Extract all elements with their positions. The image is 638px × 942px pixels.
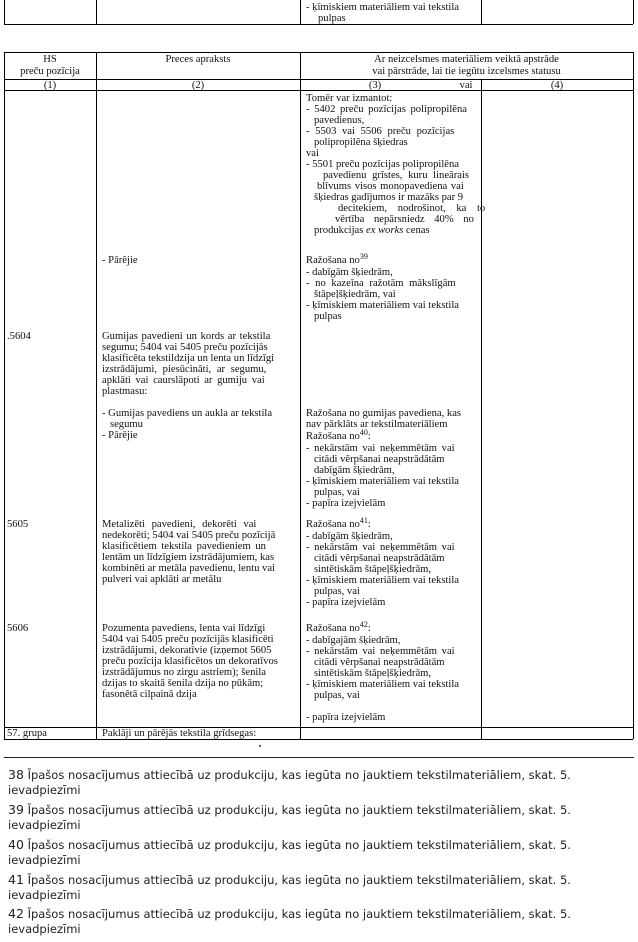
footnote-separator (4, 757, 634, 758)
header-hs-code: HS preču pozīcija (20, 54, 80, 77)
row-57-description: Paklāji un pārējās tekstila grīdsegas: (102, 728, 257, 739)
footnote-42: 42 Īpašos nosacījumus attiecībā uz produkciju, kas iegūta no jauktiem tekstilmateriāliem, skat. 5. ievadpiezīmi (8, 906, 571, 936)
header-num-4: (4) (550, 80, 564, 91)
main-table: HS preču pozīcija Preces apraksts Ar neizcelsmes materiāliem veiktā apstrāde vai pārstrāde, lai tie iegūtu izcelsmes statusu (1) (2) (3) vai (4) Tomēr var izmantot: - 5402 preču pozīcijas polipropilēna pavedienus, - 5503 vai 5506 preču pozīcijas polipropilēna šķiedras vai - 5501 preču pozīcijas polipropilēna pavedienu grīstes, kuru lineārais blīvums visos monopavediena vai šķiedras gadījumos ir mazāks par 9 decitekiem, nodrošinot, ka to vērtība nepārsniedz 40% no produkcijas ex works cenas - Pārējie Ražošana $no^{39}$ - dabīgām šķiedrām, - no kazeīna ražotām mākslīgām štāpeļšķiedrām, vai - ķīmiskiem materiāliem vai tekstila pulpas .5604 Gumijas pavedieni un kords ar tekstila segumu; 5404 vai 5405 preču pozīcijās klasificēta tekstildzija un lenta un līdzīgi izstrādājumi, piesūcināti, ar segumu, apklāti vai caurslāpoti ar gumiju vai plastmasu: - Gumijas pavediens un aukla ar tekstila segumu - Pārējie Ražošana no gumijas pavediena, kas nav pārklāts ar tekstilmateriāliem Ražošana $no^{40}$: - nekārstām vai neķemmētām vai citādi vērpšanai neapstrādātām dabīgām šķiedrām, - ķīmiskiem materiāliem vai tekstila pulpas, vai - papīra izejvielām 5605 Metalizēti pavedieni, dekorēti vai nedekorēti; 5404 vai 5405 preču pozīcijā klasificētiem tekstila pavedieniem un lentām un līdzīgiem izstrādājumiem, kas kombinēti ar metāla pavedienu, lentu vai pulveri vai apklāti ar metālu Ražošana $no^{41}$: - dabīgām šķiedrām, - nekārstām vai neķemmētām vai citādi vērpšanai neapstrādātām sintētiskām štāpeļšķiedrām, - ķīmiskiem materiāliem vai tekstila pulpas, vai - papīra izejvielām 5606 Pozumenta pavediens, lenta vai līdzīgi 5404 vai 5405 preču pozīcijās klasificēti izstrādājumi, dekoratīvie (izņemot 5605 preču pozīcija klasificētos un dekoratīvos izstrādājumus no zirgu astriem); šenila dzijas to skaitā šenila dzija no pūkām; fasonētā cilpainā dzija Ražošana $no^{42}$: - dabīgajām šķiedrām, - nekārstām vai neķemmētām vai citādi vērpšanai neapstrādātām sintētiskām štāpeļšķiedrām, - ķīmiskiem materiāliem vai tekstila pulpas, vai - papīra izejvielām 57. grupa Paklāji un pārējās tekstila grīdsegas: (0, 0, 638, 745)
header-num-1: (1) (43, 80, 57, 91)
row-continuation-other-label: - Pārējie (102, 255, 138, 266)
footnote-40: 40 Īpašos nosacījumus attiecībā uz produkciju, kas iegūta no jauktiem tekstilmateriāliem, skat. 5. ievadpiezīmi (8, 837, 571, 867)
header-num-2: (2) (191, 80, 205, 91)
row-5606-code: 5606 (7, 623, 29, 634)
row-5604-code: .5604 (7, 331, 31, 342)
footnote-38: 38 Īpašos nosacījumus attiecībā uz produkciju, kas iegūta no jauktiem tekstilmateriāliem, skat. 5. ievadpiezīmi (8, 767, 571, 797)
header-num-3: (3) (368, 80, 382, 91)
header-processing: Ar neizcelsmes materiāliem veiktā apstrāde vai pārstrāde, lai tie iegūtu izcelsmes statusu (372, 54, 561, 77)
header-or: vai (459, 80, 473, 91)
top-fragment-line-2: pulpas (318, 13, 346, 24)
footnote-41: 41 Īpašos nosacījumus attiecībā uz produkciju, kas iegūta no jauktiem tekstilmateriāliem, skat. 5. ievadpiezīmi (8, 872, 571, 902)
scan-artifact-dot (259, 745, 261, 747)
row-57-code: 57. grupa (7, 728, 48, 739)
row-5605-code: 5605 (7, 519, 29, 530)
footnote-39: 39 Īpašos nosacījumus attiecībā uz produkciju, kas iegūta no jauktiem tekstilmateriāliem, skat. 5. ievadpiezīmi (8, 802, 571, 832)
top-fragment-line-1: - ķīmiskiem materiāliem vai tekstila (306, 2, 459, 13)
header-description: Preces apraksts (165, 54, 231, 65)
